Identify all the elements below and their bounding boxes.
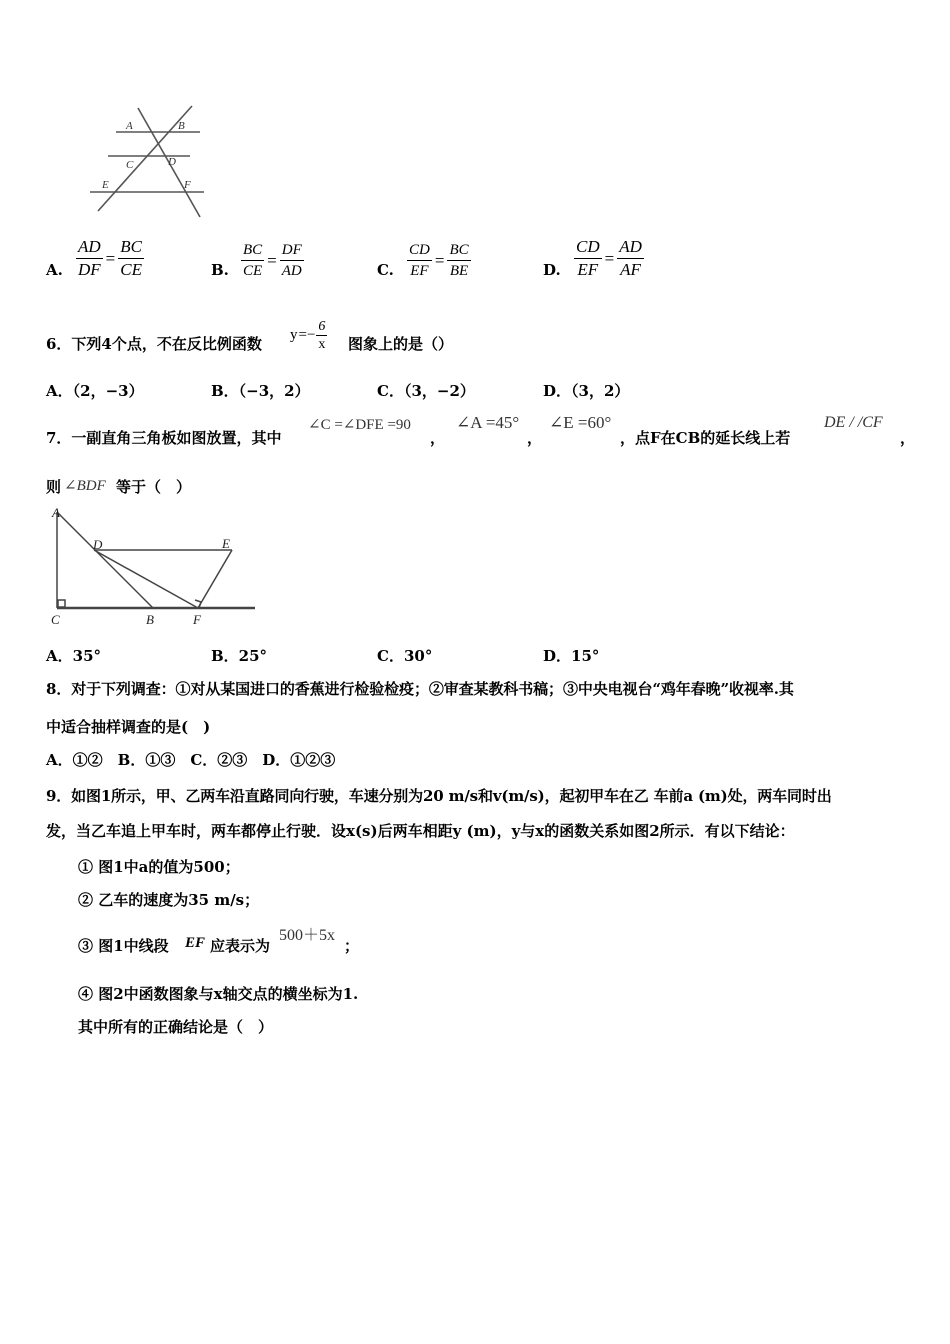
- q7-stem-a: 7．一副直角三角板如图放置，其中: [46, 429, 282, 447]
- q9-line1: 9．如图1所示，甲、乙两车沿直路同向行驶，车速分别为20 m/s和v(m/s)，起初甲车在乙 车前a (m)处，两车同时出: [46, 787, 832, 805]
- q5a-num1: AD: [76, 236, 103, 259]
- q7-comma-2: ，: [527, 429, 543, 447]
- q6-func-den: x: [318, 337, 326, 352]
- fig5-label-c: C: [126, 159, 134, 171]
- q5d-num2: AD: [617, 236, 644, 259]
- q5-option-b-expression[interactable]: $\frac{BC}{CE}$ = $\frac{DF}{AD}$: [243, 242, 302, 279]
- fig7-label-d: D: [93, 537, 103, 552]
- q7-condition-3: ∠E =60°: [549, 413, 612, 432]
- q7-stem-b: ，点F在CB的延长线上若: [620, 429, 791, 447]
- q8-options[interactable]: A．①② B．①③ C．②③ D．①②③: [46, 751, 336, 769]
- q5-option-d-letter[interactable]: D.: [543, 261, 561, 279]
- segment-ab: [57, 512, 153, 608]
- q7-comma-1: ，: [430, 429, 446, 447]
- q7-option-a[interactable]: A．35°: [46, 647, 102, 665]
- q5-option-a-expression[interactable]: $\frac{AD}{DF}$ = $\frac{BC}{CE}$: [78, 237, 142, 279]
- q5d-den2: AF: [620, 260, 641, 279]
- q6-func-eq: =−: [298, 327, 316, 343]
- q9-conclusion-3-b: 应表示为: [210, 937, 271, 955]
- q5c-den2: BE: [449, 263, 469, 279]
- q7-option-c[interactable]: C．30°: [377, 647, 433, 665]
- q6-func-num: 6: [318, 319, 326, 334]
- fig5-label-b: B: [178, 120, 185, 132]
- q9-expression: 500＋5x: [279, 927, 336, 944]
- fig5-label-a: A: [126, 120, 133, 132]
- q5b-den1: CE: [243, 263, 263, 279]
- q5d-num1: CD: [574, 236, 602, 259]
- fig7-label-f: F: [193, 612, 201, 627]
- q9-conclusion-3-ef: EF: [185, 935, 206, 951]
- q5a-num2: BC: [118, 236, 144, 259]
- q5b-num1: BC: [241, 240, 264, 261]
- q8-line1: 8．对于下列调查：①对从某国进口的香蕉进行检验检疫；②审查某教科书稿；③中央电视台“鸡年春晚”收视率.其: [46, 680, 794, 698]
- q6-stem: 6．下列4个点，不在反比例函数: [46, 335, 262, 353]
- q7-condition-4: DE / /CF: [824, 414, 883, 431]
- fig7-label-c: C: [51, 612, 60, 627]
- q5c-den1: EF: [410, 263, 429, 279]
- q5-option-c-letter[interactable]: C.: [377, 261, 394, 279]
- q6-option-b[interactable]: B．（−3，2）: [211, 382, 310, 400]
- fig7-label-a: A: [52, 505, 60, 520]
- q9-conclusion-3-a: ③ 图1中线段: [78, 937, 169, 955]
- q8-line2: 中适合抽样调查的是( ): [46, 718, 211, 736]
- q5c-num2: BC: [447, 240, 470, 261]
- q6-option-d[interactable]: D．（3，2）: [543, 382, 630, 400]
- q5c-num1: CD: [407, 240, 432, 261]
- q7-condition-1: ∠C =∠DFE =90: [308, 417, 411, 433]
- q7-option-d[interactable]: D．15°: [543, 647, 600, 665]
- q9-conclusion-1: ① 图1中a的值为500；: [78, 858, 240, 876]
- fig5-label-f: F: [184, 179, 191, 191]
- q6-option-c[interactable]: C．（3，−2）: [377, 382, 475, 400]
- q7-condition-2: ∠A =45°: [456, 413, 520, 432]
- q9-final-question: 其中所有的正确结论是（ ）: [78, 1018, 274, 1036]
- q5-option-a-letter[interactable]: A.: [46, 261, 63, 279]
- q9-line2: 发，当乙车追上甲车时，两车都停止行驶．设x(s)后两车相距y (m)，y与x的函数关系如图2所示．有以下结论：: [46, 822, 795, 840]
- q7-comma-3: ，: [900, 429, 916, 447]
- q7-option-b[interactable]: B．25°: [211, 647, 268, 665]
- fig5-label-d: D: [168, 156, 176, 168]
- q9-conclusion-4: ④ 图2中函数图象与x轴交点的横坐标为1.: [78, 985, 359, 1003]
- q7-line2-a: 则: [46, 478, 62, 496]
- q5-figure: [40, 100, 191, 220]
- q5-option-d-expression[interactable]: $\frac{CD}{EF}$ = $\frac{AD}{AF}$: [576, 237, 642, 279]
- q6-func-y: y: [290, 327, 298, 343]
- q9-conclusion-3-end: ；: [344, 937, 360, 955]
- segment-df: [94, 550, 198, 608]
- q6-function: [290, 318, 327, 353]
- q5-option-b-letter[interactable]: B.: [211, 261, 229, 279]
- q5d-den1: EF: [577, 260, 599, 279]
- q5-option-c-expression[interactable]: $\frac{CD}{EF}$ = $\frac{BC}{BE}$: [409, 242, 469, 279]
- q5b-num2: DF: [280, 240, 304, 261]
- q5a-den1: DF: [78, 260, 101, 279]
- fig7-label-b: B: [146, 612, 154, 627]
- q7-figure: [40, 500, 265, 635]
- q6-option-a[interactable]: A．（2，−3）: [46, 382, 144, 400]
- q5a-den2: CE: [120, 260, 142, 279]
- fig7-label-e: E: [222, 536, 230, 551]
- q7-angle-bdf: ∠BDF: [64, 478, 106, 494]
- q6-stem-end: 图象上的是（）: [348, 335, 454, 353]
- q5b-den2: AD: [281, 263, 302, 279]
- right-angle-c: [58, 600, 65, 607]
- segment-ef: [198, 550, 232, 608]
- q7-line2-b: 等于（ ）: [116, 478, 192, 496]
- fig5-label-e: E: [102, 179, 109, 191]
- q9-conclusion-2: ② 乙车的速度为35 m/s；: [78, 891, 260, 909]
